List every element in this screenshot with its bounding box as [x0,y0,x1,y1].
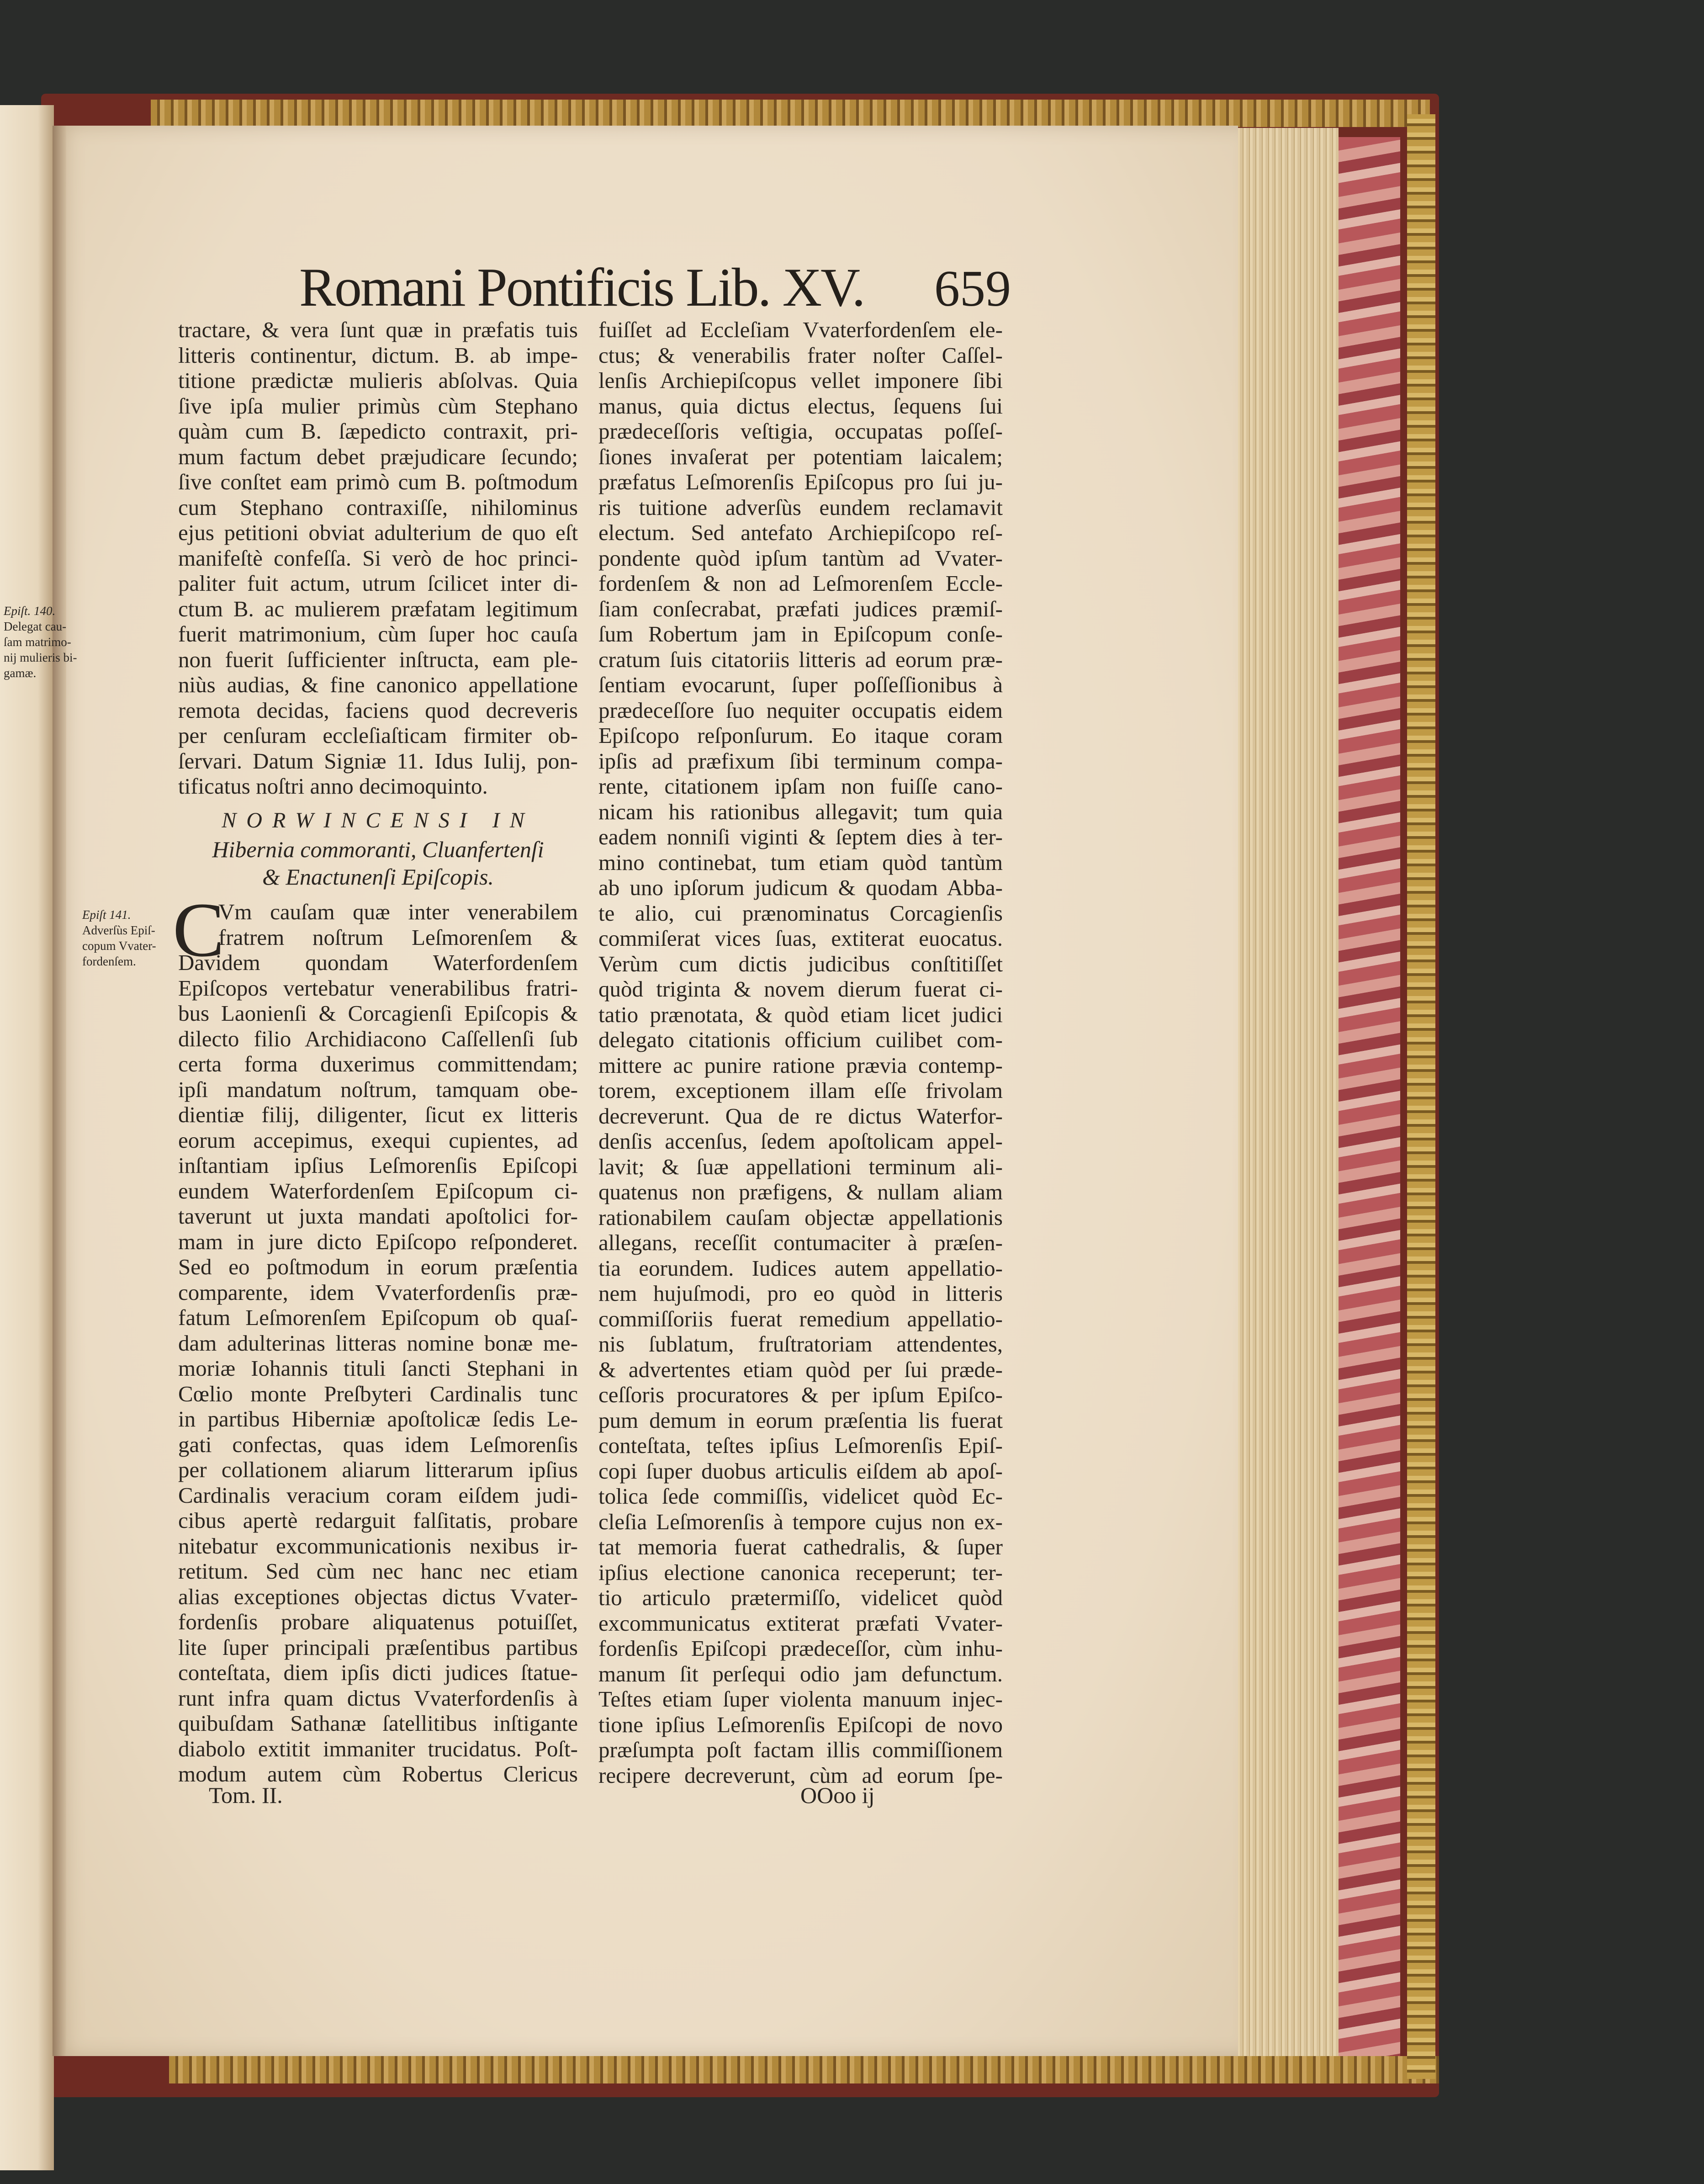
text-line: remota decidas, faciens quod decreveris [178,697,578,723]
text-line: manifeſtè confeſſa. Si verò de hoc princi- [178,545,578,571]
left-column-text-1 [178,317,578,799]
text-line: dilecto filio Archidiacono Caſſellenſi ſub [178,1026,578,1051]
text-line: mum factum debet præjudicare ſecundo; [178,444,578,469]
text-line: titione prædictæ mulieris abſolvas. Quia [178,368,578,393]
text-line: ſervari. Datum Signiæ 11. Idus Iulij, pon- [178,748,578,774]
text-line: pondente quòd ipſum tantùm ad Vvater- [598,545,1003,571]
text-line: Davidem quondam Waterfordenſem [178,950,578,975]
footer-signature: OOoo ij [800,1782,875,1808]
text-line: litteris continentur, dictum. B. ab impe- [178,342,578,368]
text-line: fordenſis probare aliquatenus potuiſſet, [178,1609,578,1634]
text-line: tio articulo prætermiſſo, videlicet quòd [598,1585,1003,1610]
text-line: electum. Sed antefato Archiepiſcopo reſ- [598,520,1003,545]
text-line: delegato citationis officium cuilibet com- [598,1027,1003,1052]
drop-cap: C [173,887,225,973]
text-line: gati confectas, quas idem Leſmorenſis [178,1431,578,1457]
text-line: ctus; & venerabilis frater noſter Caſſel- [598,342,1003,368]
text-line: fordenſis Epiſcopi prædeceſſor, cùm inhu- [598,1636,1003,1661]
text-line: præfatus Leſmorenſis Epiſcopus pro ſui ju- [598,469,1003,494]
left-column-text-2 [178,899,578,1787]
text-line: commiſſoriis fuerat remedium appellatio- [598,1306,1003,1331]
text-line: ris tuitione adverſùs eundem reclamavit [598,494,1003,520]
margin-note-line: copum Vvater- [82,939,156,953]
text-line: per cenſuram eccleſiaſticam firmiter ob- [178,723,578,748]
text-line: ab uno ipſorum judicum & quodam Abba- [598,875,1003,900]
text-line: cleſia Leſmorenſis à tempore cujus non ex- [598,1509,1003,1534]
text-line: lenſis Archiepiſcopus vellet imponere ſibi [598,368,1003,393]
text-line: non fuerit ſufficienter inſtructa, eam ple- [178,647,578,672]
text-line: ſentiam evocarunt, ſuper poſſeſſionibus à [598,672,1003,697]
margin-note-line: Epiſt. 140. [4,604,56,618]
text-line: retitum. Sed cùm nec hanc nec etiam [178,1558,578,1584]
text-line: prædeceſſoris veſtigia, occupatas poſſeſ- [598,419,1003,444]
text-line: nicam his rationibus allegavit; tum quia [598,799,1003,824]
text-line: ejus petitioni obviat adulterium de quo eſt [178,520,578,545]
letter-heading-title: NORWINCENSI IN [222,808,534,832]
text-line: tatio prænotata, & quòd etiam licet judici [598,1002,1003,1027]
text-line: dientiæ filij, diligenter, ſicut ex litteris [178,1102,578,1127]
text-line: ipſi mandatum noſtrum, tamquam obe- [178,1076,578,1102]
footer-volume: Tom. II. [209,1782,283,1808]
text-line: tat memoria fuerat cathedralis, & ſuper [598,1534,1003,1559]
text-line: copi ſuper duobus articulis eiſdem ab apoſ- [598,1458,1003,1484]
text-line: fatum Leſmorenſem Epiſcopum ob quaſ- [178,1305,578,1330]
text-line: tificatus noſtri anno decimoquinto. [178,774,488,799]
text-line: Epiſcopos vertebatur venerabilibus fratri- [178,975,578,1001]
text-line: te alio, cui prænominatus Corcagienſis [598,900,1003,926]
text-line: fuiſſet ad Eccleſiam Vvaterfordenſem ele- [598,317,1003,342]
text-line: tione ipſius Leſmorenſis Epiſcopi de novo [598,1712,1003,1737]
gilt-border-top [151,100,1430,127]
text-line: pum demum in eorum præſentia lis fuerat [598,1407,1003,1433]
text-line: ſum Robertum jam in Epiſcopum conſe- [598,621,1003,647]
text-line: ſive conſtet eam primò cum B. poſtmodum [178,469,578,494]
text-line: tractare, & vera ſunt quæ in præfatis tuis [178,317,578,342]
letter-heading-line-3: & Enactunenſi Epiſcopis. [262,864,494,890]
text-line: ceſſoris procuratores & per ipſum Epiſco- [598,1382,1003,1407]
text-line: Vm cauſam quæ inter venerabilem [218,899,578,924]
gilt-border-bottom [169,2056,1439,2083]
text-line: comparente, idem Vvaterfordenſis præ- [178,1279,578,1305]
text-line: nitebatur excommunicationis nexibus ir- [178,1533,578,1558]
page-number: 659 [934,260,1011,317]
text-line: fordenſem & non ad Leſmorenſem Eccle- [598,571,1003,596]
text-line: taverunt ut juxta mandati apoſtolici for- [178,1203,578,1229]
text-line: ctum B. ac mulierem præfatam legitimum [178,596,578,621]
text-line: mino continebat, tum etiam quòd tantùm [598,849,1003,875]
text-line: eadem nonniſi viginti & ſeptem dies à ter- [598,824,1003,849]
text-line: certa forma duxerimus committendam; [178,1051,578,1076]
text-line: conteſtata, diem ipſis dicti judices ſtatue- [178,1660,578,1685]
margin-note-epist-141 [82,907,156,969]
text-line: nem hujuſmodi, pro eo quòd in litteris [598,1281,1003,1306]
text-line: mam in jure dicto Epiſcopo reſponderet. [178,1229,578,1254]
text-line: Verùm cum dictis judicibus conſtitiſſet [598,951,1003,976]
text-line: conteſtata, teſtes ipſius Leſmorenſis Epiſ- [598,1433,1003,1458]
margin-note-line: fordenſem. [82,954,136,968]
text-line: in partibus Hiberniæ apoſtolicæ ſedis Le- [178,1406,578,1431]
text-line: decreverunt. Qua de re dictus Waterfor- [598,1103,1003,1129]
text-line: per collationem aliarum litterarum ipſius [178,1457,578,1482]
text-line: lavit; & ſuæ appellationi terminum ali- [598,1154,1003,1179]
marbled-edge [1336,137,1400,2056]
text-line: rente, citationem ipſam non fuiſſe cano- [598,774,1003,799]
gutter-shadow [53,126,66,2056]
text-line: modum autem cùm Robertus Clericus [178,1761,578,1786]
text-line: nis ſublatum, fruſtratoriam attendentes, [598,1331,1003,1357]
text-line: prædeceſſore ſuo nequiter occupatis eidem [598,697,1003,723]
text-line: manus, quia dictus electus, ſequens ſui [598,393,1003,419]
text-line: bus Laonienſi & Corcagienſi Epiſcopis & [178,1001,578,1026]
text-line: cratum ſuis citatoriis litteris ad eorum præ- [598,647,1003,672]
text-line: diabolo extitit immaniter trucidatus. Poſt- [178,1736,578,1761]
margin-note-line: ſam matrimo- [4,635,71,649]
margin-note-line: gamæ. [4,666,37,680]
text-line: denſis accenſus, ſedem apoſtolicam appel- [598,1129,1003,1154]
text-line: inſtantiam ipſius Leſmorenſis Epiſcopi [178,1153,578,1178]
text-line: excommunicatus extiterat præfati Vvater- [598,1610,1003,1636]
text-line: tolica ſede commiſſis, videlicet quòd Ec- [598,1484,1003,1509]
text-line: ſiam conſecrabat, præfati judices præmiſ- [598,596,1003,621]
running-title: Romani Pontificis Lib. XV. [299,257,864,318]
text-line: fuerit matrimonium, cùm ſuper hoc cauſa [178,621,578,647]
text-line: cum Stephano contraxiſſe, nihilominus [178,494,578,520]
text-line: recipere decreverunt, cùm ad eorum ſpe- [598,1762,1003,1788]
text-line: Teſtes etiam ſuper violenta manuum injec- [598,1686,1003,1712]
text-line: niùs audias, & fine canonico appellatione [178,672,578,697]
text-line: commiſerat vices ſuas, extiterat euocatus. [598,926,1003,951]
left-page [0,105,77,2170]
gilt-border-right [1407,114,1435,2079]
text-line: quatenus non præfigens, & nullam aliam [598,1179,1003,1204]
text-line: runt infra quam dictus Vvaterfordenſis à [178,1685,578,1711]
text-line: Epiſcopo reſponſurum. Eo itaque coram [598,723,1003,748]
margin-note-line: Delegat cau- [4,620,67,633]
text-line: lite ſuper principali præſentibus partibus [178,1634,578,1660]
text-line: eundem Waterfordenſem Epiſcopum ci- [178,1178,578,1203]
text-line: tia eorundem. Iudices autem appellatio- [598,1255,1003,1281]
text-line: ipſius electione canonica receperunt; ter- [598,1559,1003,1585]
text-line: mittere ac punire ratione prævia contemp- [598,1052,1003,1078]
text-line: alias exceptiones objectas dictus Vvater- [178,1584,578,1609]
margin-note-line: Adverſùs Epiſ- [82,923,155,937]
text-line: quibuſdam Sathanæ ſatellitibus inſtigante [178,1711,578,1736]
text-line: cibus apertè redarguit falſitatis, probare [178,1508,578,1533]
margin-note-line: Epiſt 141. [82,908,131,922]
text-line: Sed eo poſtmodum in eorum præſentia [178,1254,578,1279]
text-line: manum ſit perſequi odio jam defunctum. [598,1661,1003,1686]
text-line: quòd triginta & novem dierum fuerat ci- [598,976,1003,1002]
text-line: præſumpta poſt factam illis commiſſionem [598,1737,1003,1762]
margin-note-line: nij mulieris bi- [4,651,77,664]
text-line: & advertentes etiam quòd per ſui præde- [598,1357,1003,1382]
text-line: Cœlio monte Preſbyteri Cardinalis tunc [178,1381,578,1406]
text-line: allegans, receſſit contumaciter à præſen- [598,1230,1003,1255]
text-line: moriæ Iohannis tituli ſancti Stephani in [178,1356,578,1381]
text-line: fratrem noſtrum Leſmorenſem & [218,924,578,950]
text-line: dam adulterinas litteras nomine bonæ me- [178,1330,578,1356]
text-line: eorum accepimus, exequi cupientes, ad [178,1127,578,1153]
text-line: Cardinalis veracium coram eiſdem judi- [178,1482,578,1508]
text-line: paliter fuit actum, utrum ſcilicet inter di- [178,571,578,596]
text-line: ipſis ad præfixum ſibi terminum compa- [598,748,1003,774]
letter-heading-line-2: Hibernia commoranti, Cluanfertenſi [212,837,544,862]
text-line: ſiones invaſerat per potentiam laicalem; [598,444,1003,469]
page-block-edge [1233,128,1339,2056]
right-column-text [598,317,1003,1788]
text-line: rationabilem cauſam objectæ appellationis [598,1204,1003,1230]
left-page-margin-note [4,603,77,681]
text-line: quàm cum B. ſæpedicto contraxit, pri- [178,419,578,444]
text-line: torem, exceptionem illam eſſe frivolam [598,1078,1003,1103]
text-line: ſive ipſa mulier primùs cùm Stephano [178,393,578,419]
